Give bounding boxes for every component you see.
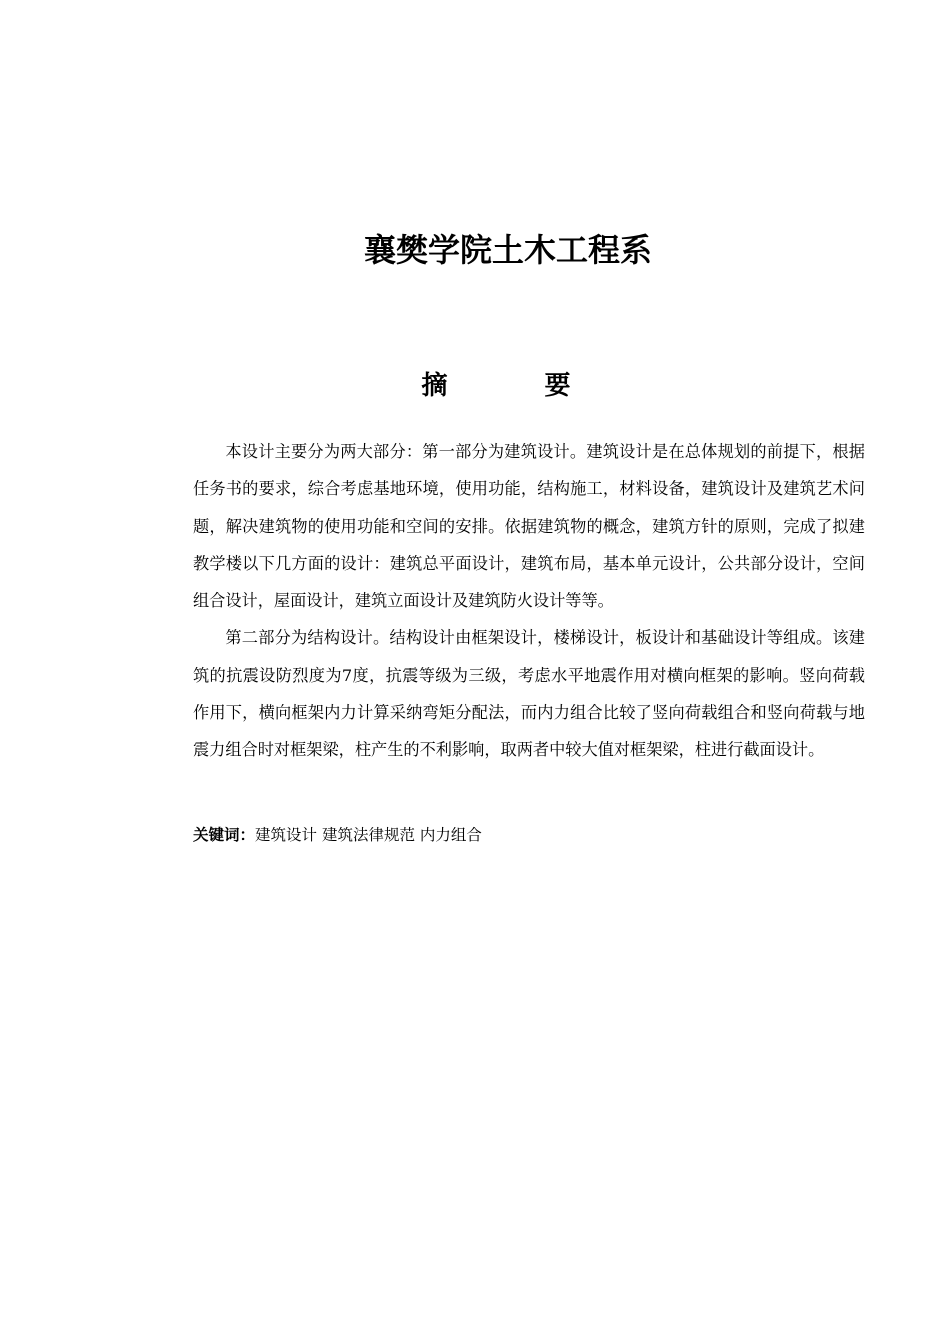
abstract-paragraph-2: 第二部分为结构设计。结构设计由框架设计，楼梯设计，板设计和基础设计等组成。该建筑的抗震设防烈度为7度，抗震等级为三级，考虑水平地震作用对横向框架的影响。竖向荷载作用下，横向框架内力计算采纳弯矩分配法，而内力组合比较了竖向荷载组合和竖向荷载与地震力组合时对框架梁，柱产生的不利影响，取两者中较大值对框架梁，柱进行截面设计。 [193,628,865,760]
keywords-line [193,822,482,848]
keywords-text: 建筑设计 建筑法律规范 内力组合 [255,826,482,844]
abstract-heading: 摘 要 [421,371,615,401]
institution-title: 襄樊学院土木工程系 [363,231,652,269]
abstract-body [193,433,865,769]
abstract-paragraph-1: 本设计主要分为两大部分：第一部分为建筑设计。建筑设计是在总体规划的前提下，根据任务书的要求，综合考虑基地环境，使用功能，结构施工，材料设备，建筑设计及建筑艺术问题，解决建筑物的使用功能和空间的安排。依据建筑物的概念，建筑方针的原则，完成了拟建教学楼以下几方面的设计：建筑总平面设计，建筑布局，基本单元设计，公共部分设计，空间组合设计，屋面设计，建筑立面设计及建筑防火设计等等。 [193,442,865,611]
keywords-label: 关键词： [193,826,256,844]
